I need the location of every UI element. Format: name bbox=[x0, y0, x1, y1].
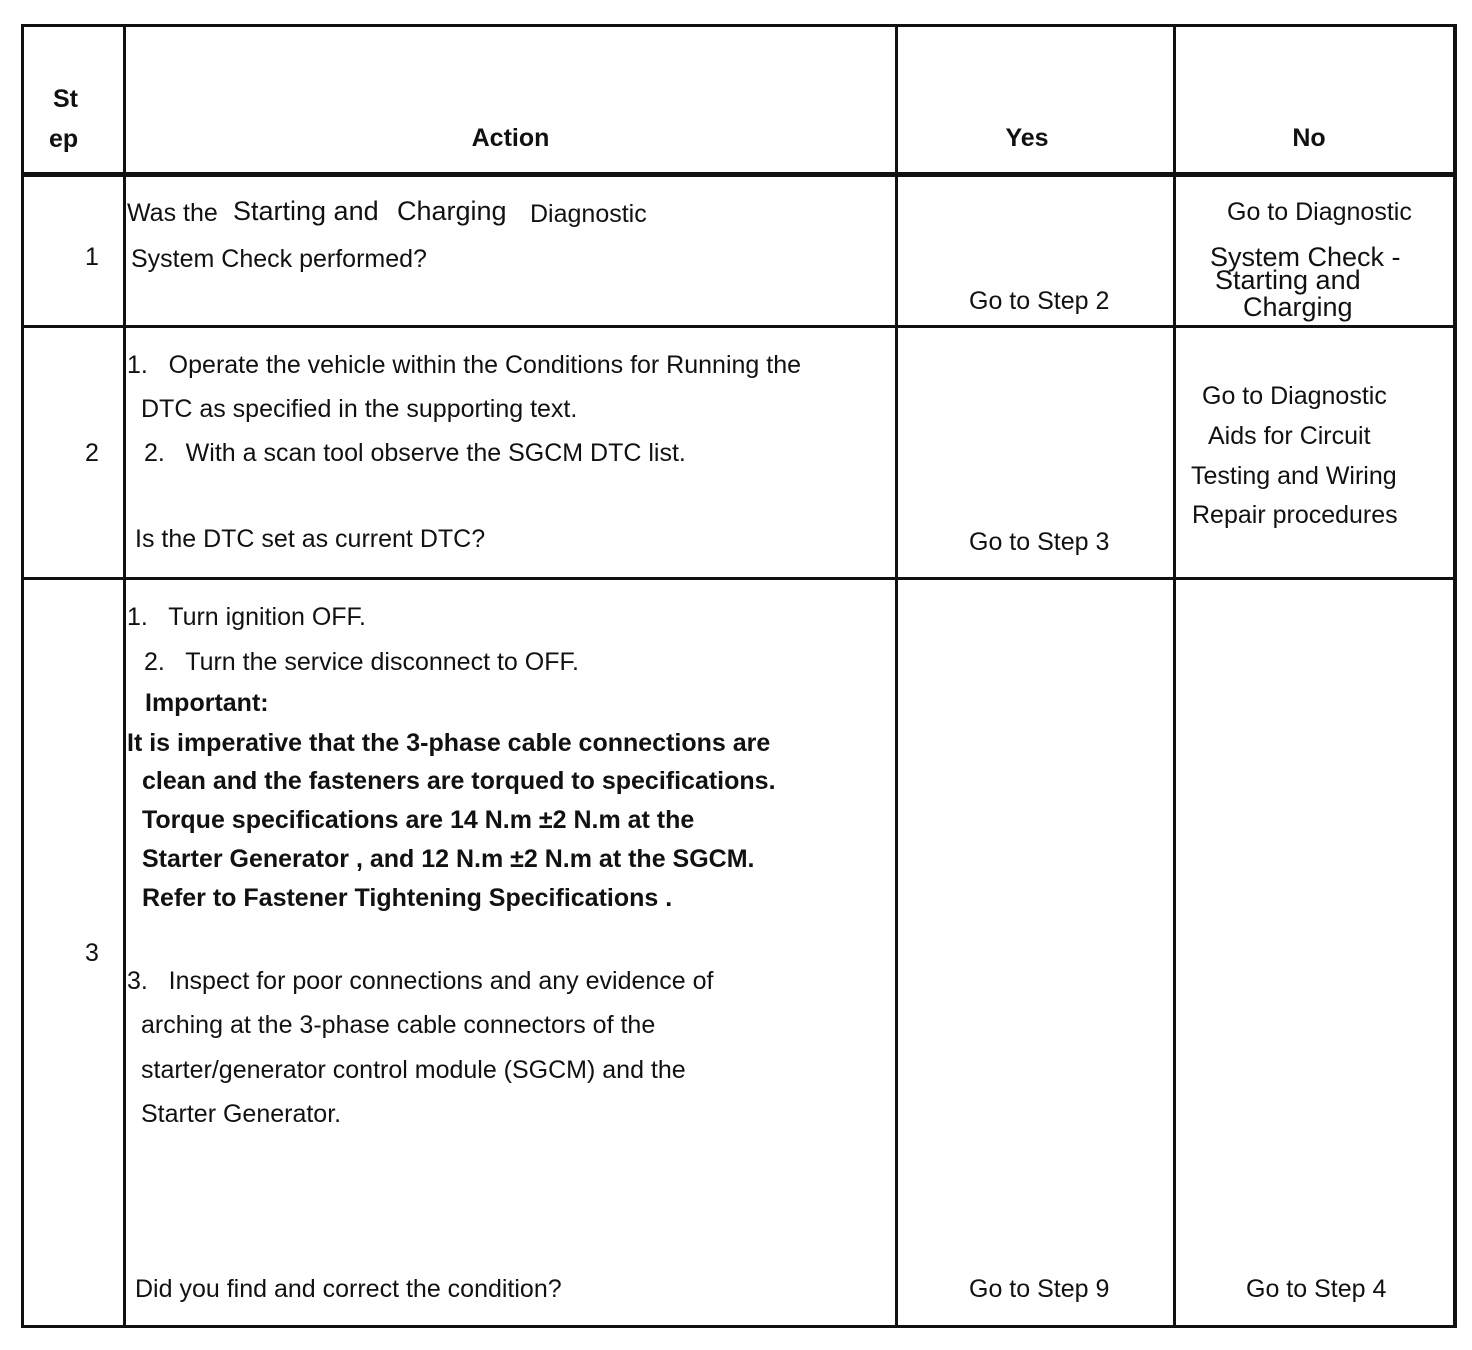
row3-action-item3-line1: 3. Inspect for poor connections and any evidence of bbox=[127, 967, 714, 995]
row1-action-part4: Diagnostic bbox=[530, 200, 647, 228]
row3-important-line3: Torque specifications are 14 N.m ±2 N.m at the bbox=[142, 806, 695, 834]
row2-no-line3: Testing and Wiring bbox=[1191, 462, 1397, 490]
row3-action-question: Did you find and correct the condition? bbox=[135, 1275, 562, 1303]
row3-important-line4: Starter Generator , and 12 N.m ±2 N.m at the SGCM. bbox=[142, 845, 755, 873]
header-divider bbox=[21, 172, 1457, 177]
table-border-right bbox=[1453, 24, 1457, 1328]
row2-yes: Go to Step 3 bbox=[969, 528, 1110, 556]
row1-action-part1: Was the bbox=[127, 199, 218, 227]
row1-no-line3: Starting and bbox=[1215, 265, 1361, 295]
row3-step: 3 bbox=[85, 939, 99, 967]
row2-action-item2: 2. With a scan tool observe the SGCM DTC list. bbox=[144, 439, 686, 467]
header-action: Action bbox=[471, 124, 550, 152]
row3-important-line1: It is imperative that the 3-phase cable connections are bbox=[127, 729, 771, 757]
row1-yes: Go to Step 2 bbox=[969, 287, 1110, 315]
table-border-top bbox=[21, 24, 1457, 27]
row2-no-line1: Go to Diagnostic bbox=[1202, 382, 1387, 410]
row2-action-item1-line1: 1. Operate the vehicle within the Conditions for Running the bbox=[127, 351, 802, 379]
step-column-divider bbox=[123, 24, 126, 1328]
row2-action-item1-line2: DTC as specified in the supporting text. bbox=[141, 395, 578, 423]
row3-action-item3-line3: starter/generator control module (SGCM) and the bbox=[141, 1056, 686, 1084]
row1-action-part3: Charging bbox=[397, 196, 507, 226]
row2-no-line4: Repair procedures bbox=[1192, 501, 1398, 529]
row3-action-item3-line2: arching at the 3-phase cable connectors of the bbox=[141, 1011, 656, 1039]
row1-divider bbox=[21, 325, 1457, 328]
header-step-line1: St bbox=[53, 85, 78, 113]
row2-step: 2 bbox=[85, 439, 99, 467]
row1-no-line2: System Check - bbox=[1210, 242, 1401, 272]
row3-important-label: Important: bbox=[145, 689, 269, 717]
table-border-left bbox=[21, 24, 24, 1328]
table-border-bottom bbox=[21, 1325, 1457, 1328]
action-column-divider bbox=[895, 24, 898, 1328]
row2-divider bbox=[21, 577, 1457, 580]
row1-no-line4: Charging bbox=[1243, 292, 1353, 322]
row3-important-line2: clean and the fasteners are torqued to specifications. bbox=[142, 767, 776, 795]
header-step-line2: ep bbox=[49, 125, 79, 153]
row3-no: Go to Step 4 bbox=[1246, 1275, 1387, 1303]
row1-no-line1: Go to Diagnostic bbox=[1227, 198, 1412, 226]
header-yes: Yes bbox=[1005, 124, 1049, 152]
row3-yes: Go to Step 9 bbox=[969, 1275, 1110, 1303]
row2-no-line2: Aids for Circuit bbox=[1208, 422, 1371, 450]
row3-important-line5: Refer to Fastener Tightening Specifications . bbox=[142, 884, 673, 912]
row3-action-item2: 2. Turn the service disconnect to OFF. bbox=[144, 648, 579, 676]
row1-step: 1 bbox=[85, 243, 99, 271]
row1-action-line2: System Check performed? bbox=[131, 245, 427, 273]
header-no: No bbox=[1292, 124, 1326, 152]
row3-action-item3-line4: Starter Generator. bbox=[141, 1100, 342, 1128]
row3-action-item1: 1. Turn ignition OFF. bbox=[127, 603, 366, 631]
yes-column-divider bbox=[1173, 24, 1176, 1328]
row2-action-question: Is the DTC set as current DTC? bbox=[135, 525, 486, 553]
row1-action-part2: Starting and bbox=[233, 196, 379, 226]
